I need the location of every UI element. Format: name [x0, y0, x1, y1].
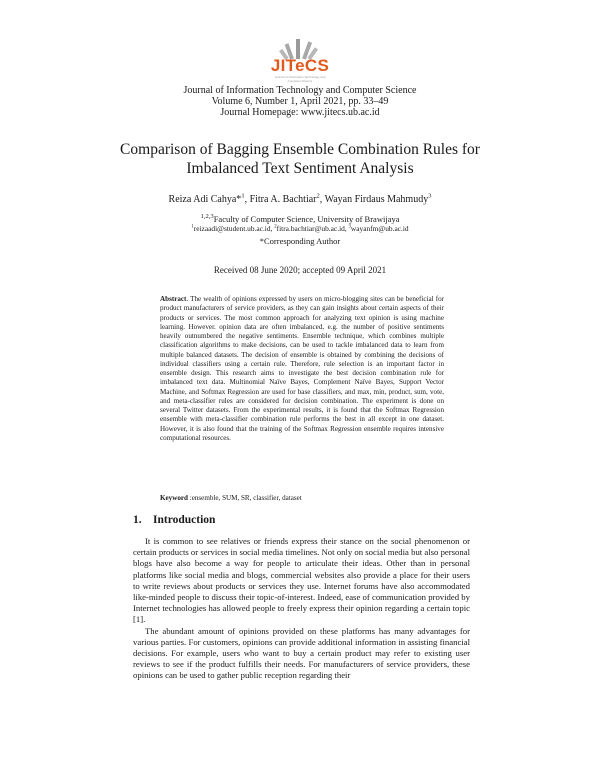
author-3-sup: 3 — [428, 192, 432, 200]
section-title: Introduction — [153, 514, 216, 526]
affiliation-sup: 1,2,3 — [200, 213, 214, 220]
paragraph-2: The abundant amount of opinions provided on these platforms has many advantages for various parties. For customers, opinions can provide additional information in assisting financial decisions. For example, users who want to buy a certain product may refer to existing user reviews to see if the product fulfills their needs. For manufacturers of service providers, these opinions can be used to gather public reception regarding their — [133, 625, 470, 681]
affiliation — [0, 212, 600, 224]
author-2-sup: 2 — [316, 192, 320, 200]
abstract — [160, 295, 444, 443]
email-2-sup: 2 — [274, 224, 277, 230]
intro-body — [133, 536, 470, 682]
journal-name: Journal of Information Technology and Computer Science — [183, 85, 417, 96]
author-3: , Wayan Firdaus Mahmudy — [319, 194, 429, 205]
author-1-sup: 1 — [241, 192, 245, 200]
paragraph-1: It is common to see relatives or friends express their stance on the social phenomenon or certain products or services in social media timelines. Not only on social media but also personal blogs have also become a way for people to articulate their ideas. Other than in personal platforms like social media and blogs, commercial websites also provide a place for their users to write reviews about products or services they use. Internet forums have also accommodated like-minded people to discuss their topic-of-interest. Indeed, ease of communication provided by Internet technologies has allowed people to freely express their opinion regarding a certain topic [1]. — [133, 536, 470, 625]
email-3-sup: 3 — [348, 224, 351, 230]
author-2: , Fitra A. Bachtiar — [244, 194, 317, 205]
title-line-2: Imbalanced Text Sentiment Analysis — [186, 160, 414, 177]
section-heading — [133, 514, 215, 526]
author-list — [0, 194, 600, 205]
abstract-text: . The wealth of opinions expressed by users on micro-blogging sites can be beneficial for product manufacturers of service providers, as they can gain insights about certain aspects of their products or services. The most common approach for analyzing text opinion is using machine learning. However. opinion data are often imbalanced, e.g. the number of positive sentiments heavily outnumbered the negative sentiments. Ensemble technique, which combines multiple classification algorithms to make decisions, can be used to tackle imbalanced data to learn from multiple balanced datasets. The decision of ensemble is obtained by combining the decisions of individual classifiers using a certain rule. Therefore, rule selection is an important factor in ensemble design. This research aims to investigate the best decision combination rule for imbalanced text data. Multinomial Naïve Bayes, Complement Naïve Bayes, Support Vector Machine, and Softmax Regression are used for base classifiers, and max, min, product, sum, vote, and meta-classifier rules are considered for decision combination. The experiment is done on several Twitter datasets. From the experimental results, it is found that the Softmax Regression ensemble with meta-classifier combination rule performs the best in all except in one dataset. However, it is also found that the training of the Softmax Regression ensemble requires intensive computational resources. — [160, 295, 444, 442]
paper-title — [0, 140, 600, 178]
affiliation-text: Faculty of Computer Science, University of Brawijaya — [213, 213, 400, 224]
received-dates: Received 08 June 2020; accepted 09 April 2021 — [213, 265, 387, 275]
journal-logo — [268, 34, 332, 82]
journal-homepage[interactable]: Journal Homepage: www.jitecs.ub.ac.id — [220, 107, 380, 118]
section-number: 1. — [133, 514, 142, 526]
author-emails — [0, 224, 600, 234]
email-1-sup: 1 — [191, 224, 194, 230]
abstract-label: Abstract — [160, 295, 187, 303]
keywords — [160, 494, 444, 502]
keyword-label: Keyword — [160, 494, 188, 502]
journal-volume: Volume 6, Number 1, April 2021, pp. 33–49 — [211, 96, 389, 107]
email-3[interactable]: wayanfm@ub.ac.id — [350, 224, 409, 233]
email-2[interactable]: fitra.bachtiar@ub.ac.id, — [276, 224, 349, 233]
author-1: Reiza Adi Cahya* — [168, 194, 242, 205]
logo-wordmark: JITeCS — [270, 56, 330, 75]
title-line-1: Comparison of Bagging Ensemble Combination Rules for — [120, 141, 480, 158]
corresponding-author: *Corresponding Author — [259, 236, 341, 246]
email-1[interactable]: reizaadi@student.ub.ac.id, — [193, 224, 275, 233]
logo-tagline: Journal of Information Technology and Computer Science — [274, 75, 326, 83]
keyword-text: :ensemble, SUM, SR, classifier, dataset — [187, 494, 302, 502]
